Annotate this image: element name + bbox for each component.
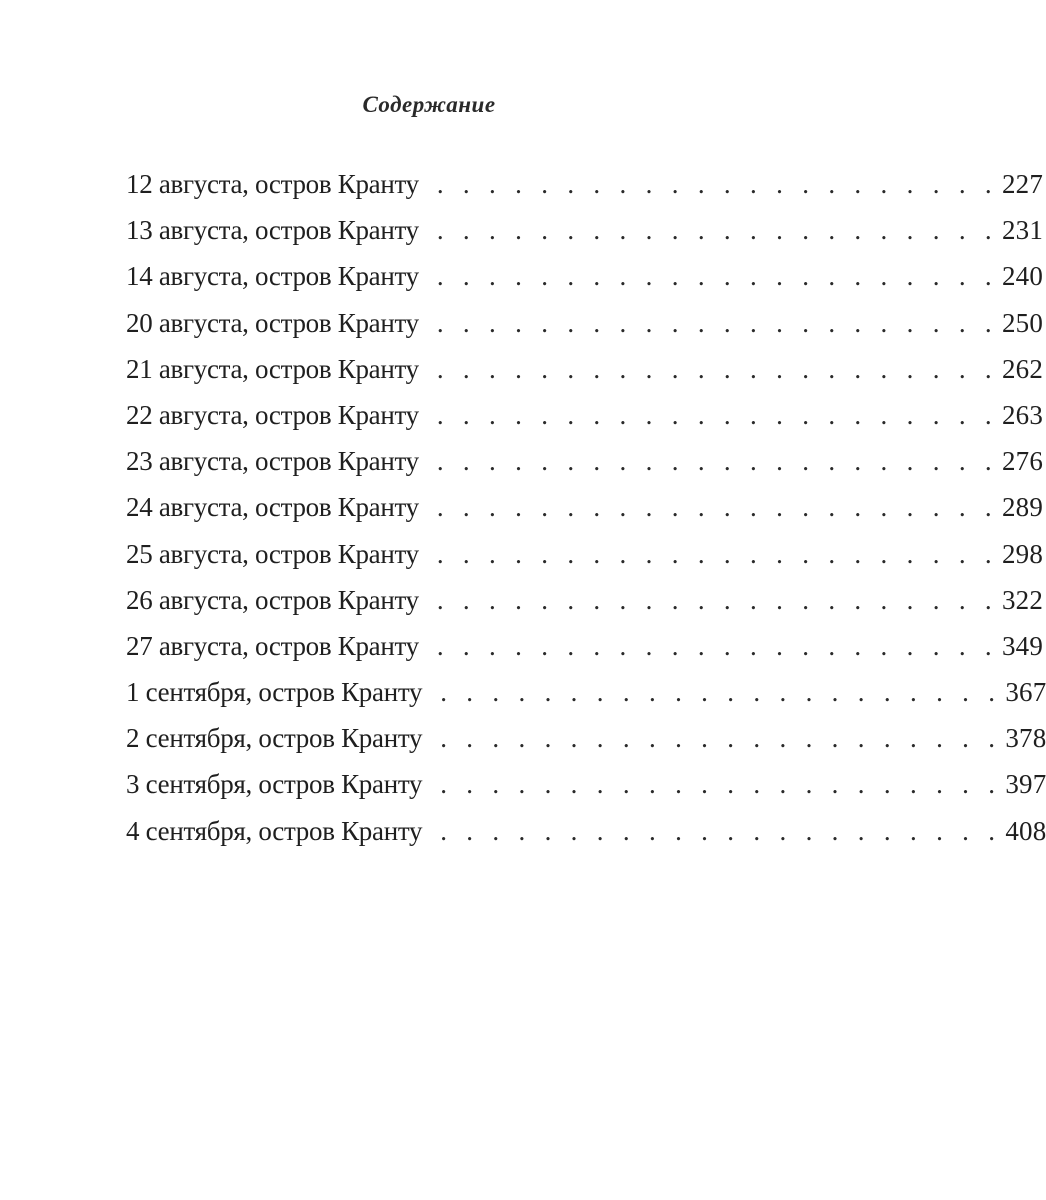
toc-entry-title: 21 августа, остров Кранту (126, 353, 419, 384)
dot-leader: . . . . . . . . . . . . . . . . . . . . . . (440, 815, 1002, 846)
toc-entry-title: 1 сентября, остров Кранту (126, 677, 423, 708)
toc-entry (126, 811, 1046, 857)
toc-entry (126, 718, 1046, 764)
toc-entry-title: 2 сентября, остров Кранту (126, 723, 423, 754)
toc-entry-page: 397 (1005, 769, 1046, 800)
toc-entry (126, 764, 1046, 810)
dot-leader: . . . . . . . . . . . . . . . . . . . . . . (436, 630, 998, 661)
toc-entry-page: 250 (1001, 307, 1044, 338)
toc-entry-page: 322 (1001, 584, 1044, 615)
toc-entry-title: 22 августа, остров Кранту (126, 399, 419, 430)
page-title: Содержание (362, 92, 496, 117)
table-of-contents (126, 164, 1046, 857)
toc-entry (126, 164, 1044, 210)
toc-entry-title: 27 августа, остров Кранту (126, 630, 419, 661)
toc-entry (126, 580, 1044, 626)
toc-entry-page: 367 (1005, 677, 1046, 708)
toc-entry-page: 262 (1001, 353, 1044, 384)
toc-entry-title: 26 августа, остров Кранту (126, 584, 419, 615)
dot-leader: . . . . . . . . . . . . . . . . . . . . . . (440, 677, 1002, 708)
toc-entry-page: 227 (1001, 169, 1044, 199)
toc-entry (126, 395, 1044, 441)
dot-leader: . . . . . . . . . . . . . . . . . . . . . . (436, 584, 998, 615)
toc-entry (126, 487, 1044, 533)
toc-entry-page: 298 (1001, 538, 1044, 569)
dot-leader: . . . . . . . . . . . . . . . . . . . . . . (436, 169, 998, 199)
toc-entry (126, 349, 1044, 395)
toc-entry-page: 263 (1001, 399, 1044, 430)
toc-entry-page: 289 (1001, 492, 1044, 523)
toc-entry-page: 378 (1005, 723, 1046, 754)
dot-leader: . . . . . . . . . . . . . . . . . . . . . . (436, 538, 998, 569)
toc-entry (126, 303, 1044, 349)
dot-leader: . . . . . . . . . . . . . . . . . . . . . . (440, 769, 1002, 800)
dot-leader: . . . . . . . . . . . . . . . . . . . . . . (436, 215, 998, 246)
dot-leader: . . . . . . . . . . . . . . . . . . . . . . (436, 492, 998, 523)
toc-entry-page: 408 (1005, 815, 1046, 846)
toc-entry-title: 12 августа, остров Кранту (126, 169, 419, 199)
dot-leader: . . . . . . . . . . . . . . . . . . . . . . (440, 723, 1002, 754)
dot-leader: . . . . . . . . . . . . . . . . . . . . . . (436, 353, 998, 384)
toc-entry-title: 3 сентября, остров Кранту (126, 769, 423, 800)
toc-entry-title: 20 августа, остров Кранту (126, 307, 419, 338)
dot-leader: . . . . . . . . . . . . . . . . . . . . . . (436, 261, 998, 292)
toc-entry-title: 23 августа, остров Кранту (126, 446, 419, 477)
toc-entry (126, 256, 1044, 302)
toc-entry-page: 276 (1001, 446, 1044, 477)
toc-entry (126, 534, 1044, 580)
toc-entry-title: 24 августа, остров Кранту (126, 492, 419, 523)
dot-leader: . . . . . . . . . . . . . . . . . . . . . . (436, 307, 998, 338)
toc-entry-title: 13 августа, остров Кранту (126, 215, 419, 246)
toc-entry (126, 441, 1044, 487)
toc-entry-page: 349 (1001, 630, 1044, 661)
dot-leader: . . . . . . . . . . . . . . . . . . . . . . (436, 399, 998, 430)
toc-entry-title: 25 августа, остров Кранту (126, 538, 419, 569)
toc-entry-page: 231 (1001, 215, 1044, 246)
toc-entry (126, 672, 1046, 718)
dot-leader: . . . . . . . . . . . . . . . . . . . . . . (436, 446, 998, 477)
toc-entry-page: 240 (1001, 261, 1044, 292)
toc-entry (126, 210, 1044, 256)
toc-entry (126, 626, 1044, 672)
toc-entry-title: 4 сентября, остров Кранту (126, 815, 423, 846)
toc-entry-title: 14 августа, остров Кранту (126, 261, 419, 292)
